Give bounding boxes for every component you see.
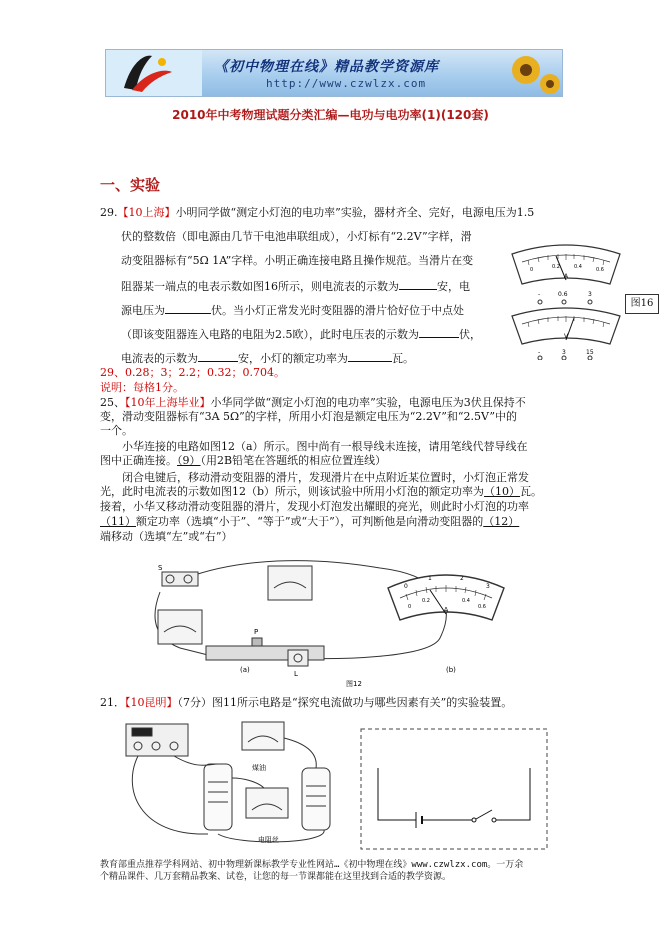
q25-line-4: 小华连接的电路如图12（a）所示。图中尚有一根导线未连接，请用笔线代替导线在 <box>122 440 528 453</box>
ammeter-b-unit: A <box>443 606 449 614</box>
q29-line-6 <box>121 326 481 342</box>
label-resistance-wire: 电阻丝 <box>258 836 279 844</box>
voltmeter-terminal-15: 15 <box>586 349 594 356</box>
q29-blank-power[interactable] <box>348 350 392 362</box>
q29-line-2: 伏的整数倍（即电源由几节干电池串联组成），小灯标有“2.2V”字样，滑 <box>121 230 472 243</box>
q29-source: 【10上海】 <box>117 206 176 219</box>
ammeter-b-inner-2: 0.4 <box>462 598 470 604</box>
q25-blank-11[interactable]: （11） <box>100 515 136 528</box>
document-title: 2010年中考物理试题分类汇编—电功与电功率(1)(120套) <box>172 108 489 122</box>
q29-number: 29. <box>100 206 118 219</box>
q25-blank-10[interactable]: （10） <box>484 485 521 498</box>
q29-text-7a: 电流表的示数为 <box>121 352 198 365</box>
q21-text: （7分）图11所示电路是“探究电流做功与哪些因素有关”的实验装置。 <box>177 696 513 709</box>
q29-note: 说明：每格1分。 <box>100 381 184 394</box>
q29-blank-amp-reading[interactable] <box>198 350 238 362</box>
q29-blank-current[interactable] <box>399 278 437 290</box>
q25-text-1: 小华同学做“测定小灯泡的电功率”实验，电源电压为3伏且保持不 <box>210 396 526 409</box>
q25-text-7b: 瓦。 <box>520 485 543 498</box>
ammeter-tick-1: 0.2 <box>552 264 560 270</box>
q29-line-5 <box>121 302 464 318</box>
q25-line-6: 闭合电键后，移动滑动变阻器的滑片，发现滑片在中点附近某位置时，小灯泡正常发 <box>122 471 529 484</box>
label-kerosene: 煤油 <box>252 764 266 772</box>
q29-text-4b: 安，电 <box>437 280 470 293</box>
figure-11-circuit <box>360 728 550 852</box>
banner-url[interactable]: http://www.czwlzx.com <box>266 77 427 90</box>
q25-text-7a: 光，此时电流表的示数如图12（b）所示，则该试验中所用小灯泡的额定功率为 <box>100 485 485 498</box>
q29-text-4a: 阻器某一端点的电表示数如图16所示，则电流表的示数为 <box>121 280 399 293</box>
voltmeter-dial <box>512 308 620 360</box>
ammeter-terminal-3: 3 <box>588 291 592 298</box>
figure-12 <box>140 548 560 688</box>
q21-source: 【10昆明】 <box>125 696 178 709</box>
q25-number: 25、 <box>100 396 125 409</box>
ammeter-b-inner-0: 0 <box>408 604 412 610</box>
q29-line-1 <box>100 206 534 220</box>
figure-16-meters <box>508 240 624 360</box>
q29-text-7c: 瓦。 <box>392 352 414 365</box>
q25-line-2: 变，滑动变阻器标有“3A 5Ω”的字样，所用小灯泡是额定电压为“2.2V”和“2.5V”中的 <box>100 410 517 423</box>
q29-line-7 <box>121 350 414 366</box>
q25-text-5a: 图中正确连接。 <box>100 454 177 467</box>
caption-a: (a) <box>240 666 250 674</box>
q29-text-5b: 伏。当小灯正常发光时变阻器的滑片恰好位于中点处 <box>211 304 464 317</box>
q25-line-7 <box>100 485 542 499</box>
q21-line-1 <box>100 696 512 710</box>
footer-line-1: 教育部重点推荐学科网站、初中物理新课标教学专业性网站…《初中物理在线》www.czwlzx.com。一万余 <box>100 860 524 870</box>
q29-blank-voltage[interactable] <box>165 302 211 314</box>
q29-answer: 29、0.28；3；2.2；0.32；0.704。 <box>100 366 285 379</box>
section-heading: 一、实验 <box>100 176 161 194</box>
q25-text-9a: 额定功率（选填“小于”、“等于”或“大于”），可判断他是向滑动变阻器的 <box>136 515 484 528</box>
q29-text-5a: 源电压为 <box>121 304 165 317</box>
ammeter-b-outer-3: 3 <box>486 583 490 590</box>
q25-line-1 <box>100 396 526 410</box>
q25-blank-12[interactable]: （12） <box>483 515 520 528</box>
q21-number: 21． <box>100 696 125 709</box>
figure-12-caption: 图12 <box>346 680 362 688</box>
label-switch: S <box>158 564 163 572</box>
ammeter-b-inner-3: 0.6 <box>478 604 486 610</box>
footer-line-2: 个精品课件、几万套精品教案、试卷，让您的每一节课都能在这里找到合适的教学资源。 <box>100 872 452 882</box>
q29-text-1: 小明同学做“测定小灯泡的电功率”实验，器材齐全、完好，电源电压为1.5 <box>175 206 535 219</box>
ammeter-b-outer-2: 2 <box>460 575 464 582</box>
ammeter-b-outer-0: 0 <box>404 583 408 590</box>
ammeter-b-outer-1: 1 <box>428 575 432 582</box>
q29-blank-volt-reading[interactable] <box>419 326 459 338</box>
caption-b: (b) <box>446 666 456 674</box>
figure-16-label: 图16 <box>625 294 659 314</box>
ammeter-tick-2: 0.4 <box>574 264 582 270</box>
header-banner <box>105 49 563 97</box>
q25-line-10: 端移动（选填“左”或“右”） <box>100 530 233 543</box>
q25-line-9 <box>100 515 519 529</box>
label-slider: P <box>254 628 259 636</box>
q25-line-8: 接着，小华又移动滑动变阻器的滑片，发现小灯泡发出耀眼的亮光，则此时小灯泡的功率 <box>100 500 529 513</box>
label-lamp: L <box>294 670 298 678</box>
q25-blank-9[interactable]: （9） <box>177 454 201 467</box>
q25-line-3: 一个。 <box>100 424 133 437</box>
ammeter-unit: A <box>563 273 569 280</box>
voltmeter-terminal-3: 3 <box>562 349 566 356</box>
ammeter-dial <box>512 245 620 304</box>
q29-line-4 <box>121 278 470 294</box>
ammeter-tick-0: 0 <box>530 267 534 273</box>
ammeter-dial-b <box>388 575 504 620</box>
q29-text-6a: （即该变阻器连入电路的电阻为2.5欧），此时电压表的示数为 <box>121 328 419 341</box>
voltmeter-unit: V <box>563 333 569 340</box>
ammeter-terminal-06: 0.6 <box>558 291 568 298</box>
q25-line-5 <box>100 454 386 468</box>
ammeter-terminal-neg: - <box>538 291 541 298</box>
voltmeter-terminal-neg: - <box>538 349 541 356</box>
banner-title: 《初中物理在线》精品教学资源库 <box>214 59 439 75</box>
q29-text-7b: 安，小灯的额定功率为 <box>238 352 348 365</box>
q25-text-5b: （用2B铅笔在答题纸的相应位置连线） <box>200 454 387 467</box>
figure-11-apparatus <box>118 718 348 848</box>
q29-text-6b: 伏， <box>459 328 481 341</box>
q25-source: 【10年上海毕业】 <box>125 396 211 409</box>
ammeter-b-inner-1: 0.2 <box>422 598 430 604</box>
ammeter-tick-3: 0.6 <box>596 267 604 273</box>
q29-line-3: 动变阻器标有“5Ω 1A”字样。小明正确连接电路且操作规范。当滑片在变 <box>121 254 474 267</box>
